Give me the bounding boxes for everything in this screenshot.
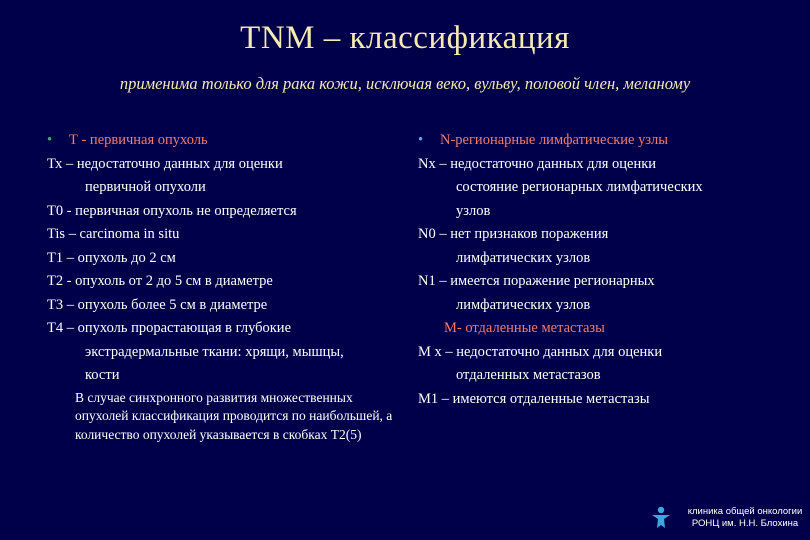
footer-line-2: РОНЦ им. Н.Н. Блохина [691, 518, 799, 529]
left-line-10: кости [85, 367, 120, 383]
left-heading: Т - первичная опухоль [69, 132, 208, 148]
left-line-1: Тх – недостаточно данных для оценки [47, 155, 283, 172]
right-line-1: Nx – недостаточно данных для оценки [418, 155, 657, 172]
right-line-5: лимфатических узлов [456, 249, 591, 266]
right-line-8: М- отдаленные метастазы [444, 320, 605, 336]
right-line-9: М х – недостаточно данных для оценки [418, 343, 663, 360]
left-line-9: экстрадермальные ткани: хрящи, мышцы, [85, 343, 344, 360]
left-line-6: Т2 - опухоль от 2 до 5 см в диаметре [47, 273, 273, 289]
left-line-0 [47, 129, 407, 153]
left-line-2: первичной опухоли [85, 179, 206, 195]
footer-line-1: клиника общей онкологии [687, 506, 803, 517]
right-line-4: N0 – нет признаков поражения [418, 226, 609, 242]
t-column [47, 129, 407, 444]
right-line-2: состояние регионарных лимфатических [456, 179, 703, 195]
left-line-3: Т0 - первичная опухоль не определяется [47, 202, 297, 219]
multiple-tumors-note: В случае синхронного развития множественных опухолей классификация проводится по наибольшей, а количество опухолей указывается в скобках Т2(5) [75, 389, 393, 442]
person-logo-icon [650, 506, 672, 530]
slide-subtitle: применима только для рака кожи, исключая веко, вульву, половой член, меланому [119, 74, 691, 93]
right-line-10: отдаленных метастазов [456, 367, 601, 383]
right-line-3: узлов [456, 202, 491, 219]
left-line-5: Т1 – опухоль до 2 см [47, 249, 176, 266]
slide-title: TNM – классификация [240, 20, 570, 56]
right-line-7: лимфатических узлов [456, 296, 591, 313]
right-line-6: N1 – имеется поражение регионарных [418, 273, 655, 289]
right-line-11: М1 – имеются отдаленные метастазы [418, 390, 650, 407]
left-line-7: Т3 – опухоль более 5 см в диаметре [47, 296, 268, 313]
right-heading: N-регионарные лимфатические узлы [440, 132, 669, 148]
n-m-column [418, 129, 798, 411]
bullet-icon: • [47, 132, 53, 148]
right-line-0 [418, 129, 798, 153]
left-line-8: Т4 – опухоль прорастающая в глубокие [47, 320, 292, 336]
bullet-icon: • [418, 132, 424, 148]
left-line-4: Tis – carcinoma in situ [47, 226, 180, 242]
footer-text [680, 506, 810, 530]
